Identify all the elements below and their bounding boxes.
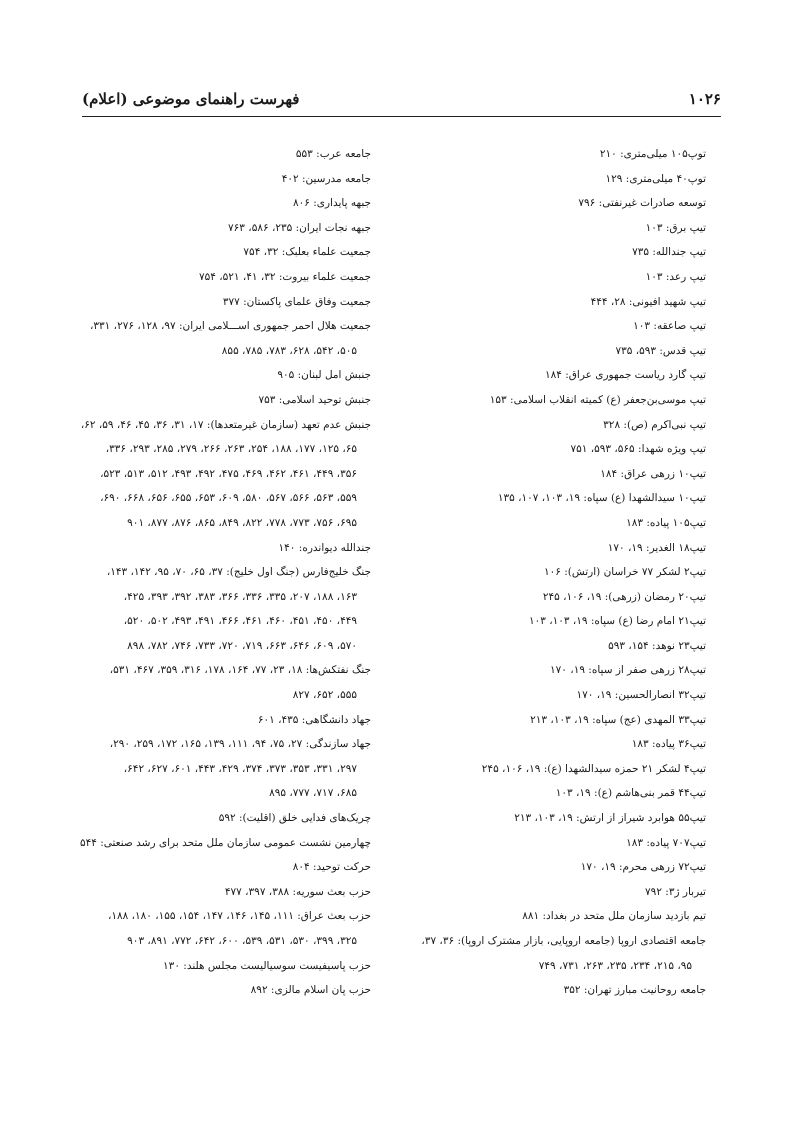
index-entry: تیپ۷۰۷ پیاده: ۱۸۳ — [626, 836, 706, 849]
index-entry: جامعه روحانیت مبارز تهران: ۳۵۲ — [563, 984, 706, 997]
index-entry: تیپ۲۰ رمضان (زرهی): ۱۹، ۱۰۶، ۲۴۵ — [542, 590, 706, 603]
index-entry: جهاد سازندگی: ۲۷، ۷۵، ۹۴، ۱۱۱، ۱۳۹، ۱۶۵، ۱۷۲، ۲۵۹، ۲۹۰، — [109, 738, 371, 751]
index-entry: تیپ برق: ۱۰۳ — [645, 221, 706, 234]
index-column-right — [406, 142, 706, 1003]
index-entry: تیپ جندالله: ۷۳۵ — [632, 246, 706, 259]
index-entry: توپ۱۰۵ میلی‌متری: ۲۱۰ — [599, 148, 706, 160]
index-entry: حزب پان اسلام مالزی: ۸۹۲ — [250, 984, 371, 997]
index-entry: تیپ رعد: ۱۰۳ — [645, 270, 706, 283]
index-entry-continuation: ۱۶۳، ۱۸۸، ۲۰۷، ۳۳۵، ۳۳۶، ۳۶۶، ۳۸۳، ۳۹۲، ۳۹۳، ۴۲۵، — [123, 590, 357, 603]
index-entry: توپ۴۰ میلی‌متری: ۱۲۹ — [605, 172, 706, 185]
index-entry-continuation: ۲۹۷، ۳۳۱، ۳۵۳، ۳۷۳، ۳۷۴، ۴۲۹، ۴۴۳، ۶۰۱، ۶۲۷، ۶۴۲، — [123, 762, 357, 775]
index-entry: تیپ صاعقه: ۱۰۳ — [633, 320, 706, 333]
index-entry-continuation: ۳۵۶، ۴۴۹، ۴۶۱، ۴۶۲، ۴۶۹، ۴۷۵، ۴۹۲، ۴۹۳، ۵۱۲، ۵۱۳، ۵۲۳، — [100, 467, 357, 480]
index-entry: جمعیت وفاق علمای پاکستان: ۳۷۷ — [222, 295, 371, 308]
index-entry-continuation: ۵۵۵، ۶۵۲، ۸۲۷ — [292, 689, 357, 702]
index-entry: تیپ۲۳ نوهد: ۱۵۴، ۵۹۳ — [608, 639, 706, 652]
index-entry: تیپ شهید افیونی: ۲۸، ۴۴۴ — [590, 295, 706, 308]
index-entry-continuation: ۶۹۵، ۷۵۶، ۷۷۳، ۷۷۸، ۸۲۲، ۸۴۹، ۸۶۵، ۸۷۶، ۸۷۷، ۹۰۱ — [127, 516, 357, 529]
index-entry: تیپ۲ لشکر ۷۷ خراسان (ارتش): ۱۰۶ — [543, 566, 706, 579]
index-entry: جبهه نجات ایران: ۲۳۵، ۵۸۶، ۷۶۳ — [228, 221, 371, 234]
running-title: فهرست راهنمای موضوعی (اعلام) — [82, 90, 300, 108]
index-entry: جنگ خلیج‌فارس (جنگ اول خلیج): ۳۷، ۶۵، ۷۰، ۹۵، ۱۴۲، ۱۴۳، — [106, 566, 371, 579]
index-entry-continuation: ۶۸۵، ۷۱۷، ۷۷۷، ۸۹۵ — [269, 787, 357, 800]
index-entry: تیپ۲۱ امام رضا (ع) سپاه: ۱۹، ۱۰۳، ۱۰۳ — [528, 615, 706, 628]
index-entry: تیپ۴۴ قمر بنی‌هاشم (ع): ۱۹، ۱۰۳ — [555, 787, 706, 800]
index-entry: جامعه عرب: ۵۵۳ — [295, 148, 371, 160]
index-entry: چریک‌های فدایی خلق (اقلیت): ۵۹۲ — [218, 812, 371, 825]
index-entry: تیپ۷۲ زرهی محرم: ۱۹، ۱۷۰ — [580, 861, 706, 874]
index-entry: تیم بازدید سازمان ملل متحد در بغداد: ۸۸۱ — [522, 910, 706, 923]
index-entry: جهاد دانشگاهی: ۴۳۵، ۶۰۱ — [257, 713, 371, 726]
index-entry: تیپ قدس: ۵۹۳، ۷۳۵ — [615, 344, 706, 357]
index-entry: جنبش امل لبنان: ۹۰۵ — [277, 369, 371, 382]
index-entry: جامعه مدرسین: ۴۰۲ — [281, 172, 371, 185]
index-entry: جمعیت علماء بیروت: ۳۲، ۴۱، ۵۲۱، ۷۵۴ — [198, 270, 371, 283]
index-entry: جمعیت هلال احمر جمهوری اســـلامی ایران: ۹۷، ۱۲۸، ۲۷۶، ۳۳۱، — [90, 320, 371, 333]
index-entry: تیپ۱۰ سیدالشهدا (ع) سپاه: ۱۹، ۱۰۳، ۱۰۷، ۱۳۵ — [497, 492, 706, 505]
index-entry: تیپ۳۲ انصارالحسین: ۱۹، ۱۷۰ — [576, 689, 706, 702]
index-entry: تیپ۵۵ هوابرد شیراز از ارتش: ۱۹، ۱۰۳، ۲۱۳ — [514, 812, 706, 825]
index-entry: چهارمین نشست عمومی سازمان ملل متحد برای رشد صنعتی: ۵۴۴ — [79, 836, 371, 849]
index-entry: تیپ۱۰۵ پیاده: ۱۸۳ — [626, 516, 706, 529]
index-entry: جبهه پایداری: ۸۰۶ — [292, 197, 371, 210]
index-entry: جامعه اقتصادی اروپا (جامعه اروپایی، بازار مشترک اروپا): ۳۶، ۳۷، — [421, 935, 706, 947]
index-entry: حزب بعث عراق: ۱۱۱، ۱۴۵، ۱۴۶، ۱۴۷، ۱۵۴، ۱۵۵، ۱۸۰، ۱۸۸، — [107, 910, 371, 923]
index-entry: جنبش توحید اسلامی: ۷۵۳ — [258, 393, 371, 406]
index-entry: تیپ ویژه شهدا: ۵۶۵، ۵۹۳، ۷۵۱ — [570, 443, 706, 456]
index-entry-continuation: ۶۵، ۱۲۵، ۱۷۷، ۱۸۸، ۲۵۴، ۲۶۳، ۲۶۶، ۲۷۹، ۲۸۵، ۲۹۳، ۳۳۶، — [105, 443, 357, 456]
index-entry-continuation: ۳۲۵، ۳۹۹، ۵۳۰، ۵۳۱، ۵۳۹، ۶۰۰، ۶۴۲، ۷۷۲، ۸۹۱، ۹۰۳ — [127, 935, 357, 947]
index-entry: تیپ۳۳ المهدی (عج) سپاه: ۱۹، ۱۰۳، ۲۱۳ — [530, 713, 706, 726]
index-entry: تیپ۱۸ الغدیر: ۱۹، ۱۷۰ — [607, 541, 706, 554]
index-entry: حزب بعث سوریه: ۳۸۸، ۳۹۷، ۴۷۷ — [224, 885, 371, 898]
index-entry: جندالله دیواندره: ۱۴۰ — [278, 541, 371, 554]
index-entry: حزب پاسیفیست سوسیالیست مجلس هلند: ۱۳۰ — [163, 959, 371, 972]
index-entry: جنگ نفتکش‌ها: ۱۸، ۲۳، ۷۷، ۱۶۴، ۱۷۸، ۳۱۶، ۳۵۹، ۴۶۷، ۵۳۱، — [109, 664, 371, 677]
index-entry: تیپ موسی‌بن‌جعفر (ع) کمیته انقلاب اسلامی: ۱۵۳ — [489, 393, 706, 406]
index-entry: تیپ۲۸ زرهی صفر از سپاه: ۱۹، ۱۷۰ — [550, 664, 706, 677]
index-entry: تیپ۱۰ زرهی عراق: ۱۸۴ — [600, 467, 706, 480]
index-entry: تیربار ژ۳: ۷۹۲ — [645, 885, 706, 898]
index-entry: جنبش عدم تعهد (سازمان غیرمتعدها): ۱۷، ۳۱، ۳۶، ۴۵، ۴۶، ۵۹، ۶۲، — [80, 418, 371, 431]
index-entry: حرکت توحید: ۸۰۴ — [292, 861, 371, 874]
index-entry-continuation: ۵۷۰، ۶۰۹، ۶۴۶، ۶۶۳، ۷۱۹، ۷۲۰، ۷۳۳، ۷۴۶، ۷۸۲، ۸۹۸ — [127, 639, 357, 652]
index-entry: تیپ نبی‌اکرم (ص): ۳۲۸ — [603, 418, 706, 431]
index-entry: تیپ۳۶ پیاده: ۱۸۳ — [631, 738, 706, 751]
index-entry: تیپ۴ لشکر ۲۱ حمزه سیدالشهدا (ع): ۱۹، ۱۰۶، ۲۴۵ — [481, 762, 706, 775]
index-entry: جمعیت علماء بعلبک: ۳۲، ۷۵۴ — [243, 246, 371, 259]
index-entry: توسعه صادرات غیرنفتی: ۷۹۶ — [578, 197, 706, 210]
index-entry: تیپ گارد ریاست جمهوری عراق: ۱۸۴ — [544, 369, 706, 382]
index-entry-continuation: ۹۵، ۲۱۵، ۲۳۴، ۲۳۵، ۲۶۳، ۷۳۱، ۷۴۹ — [538, 959, 692, 972]
page-number: ۱۰۲۶ — [688, 90, 721, 108]
index-entry-continuation: ۴۴۹، ۴۵۰، ۴۵۱، ۴۶۰، ۴۶۱، ۴۶۶، ۴۹۱، ۴۹۳، ۵۰۲، ۵۲۰، — [123, 615, 357, 628]
index-column-left — [71, 142, 371, 1003]
index-entry-continuation: ۵۰۵، ۵۴۲، ۶۲۸، ۷۸۳، ۷۸۵، ۸۵۵ — [221, 344, 357, 357]
index-entry-continuation: ۵۵۹، ۵۶۳، ۵۶۶، ۵۶۷، ۵۸۰، ۶۰۹، ۶۵۳، ۶۵۵، ۶۵۶، ۶۶۸، ۶۹۰، — [100, 492, 357, 505]
page-header — [82, 88, 721, 117]
